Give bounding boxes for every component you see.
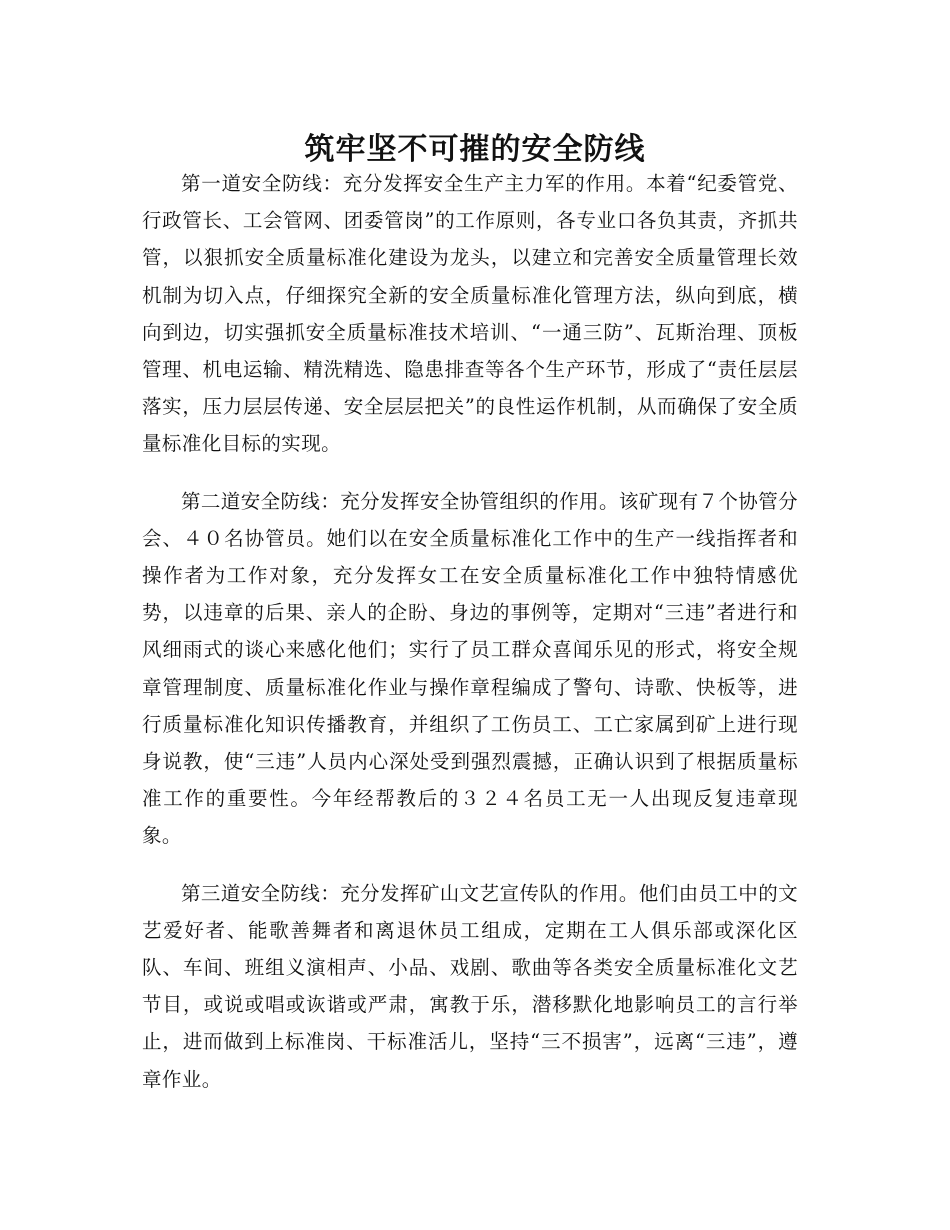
document-body <box>142 165 798 1118</box>
paragraph-first-defense: 第一道安全防线：充分发挥安全生产主力军的作用。本着“纪委管党、行政管长、工会管网、团委管岗”的工作原则，各专业口各负其责，齐抓共管，以狠抓安全质量标准化建设为龙头，以建立和完善安全质量管理长效机制为切入点，仔细探究全新的安全质量标准化管理方法，纵向到底，横向到边，切实强抓安全质量标准技术培训、“一通三防”、瓦斯治理、顶板管理、机电运输、精洗精选、隐患排查等各个生产环节，形成了“责任层层落实，压力层层传递、安全层层把关”的良性运作机制，从而确保了安全质量标准化目标的实现。 <box>142 172 798 456</box>
document-title: 筑牢坚不可摧的安全防线 <box>304 132 646 168</box>
paragraph-third-defense: 第三道安全防线：充分发挥矿山文艺宣传队的作用。他们由员工中的文艺爱好者、能歌善舞者和离退休员工组成，定期在工人俱乐部或深化区队、车间、班组义演相声、小品、戏剧、歌曲等各类安全质量标准化文艺节目，或说或唱或诙谐或严肃，寓教于乐，潜移默化地影响员工的言行举止，进而做到上标准岗、干标准活儿，坚持“三不损害”，远离“三违”，遵章作业。 <box>142 881 798 1091</box>
paragraph-second-defense: 第二道安全防线：充分发挥安全协管组织的作用。该矿现有７个协管分会、４０名协管员。她们以在安全质量标准化工作中的生产一线指挥者和操作者为工作对象，充分发挥女工在安全质量标准化工作中独特情感优势，以违章的后果、亲人的企盼、身边的事例等，定期对“三违”者进行和风细雨式的谈心来感化他们；实行了员工群众喜闻乐见的形式，将安全规章管理制度、质量标准化作业与操作章程编成了警句、诗歌、快板等，进行质量标准化知识传播教育，并组织了工伤员工、工亡家属到矿上进行现身说教，使“三违”人员内心深处受到强烈震撼，正确认识到了根据质量标准工作的重要性。今年经帮教后的３２４名员工无一人出现反复违章现象。 <box>142 489 798 848</box>
